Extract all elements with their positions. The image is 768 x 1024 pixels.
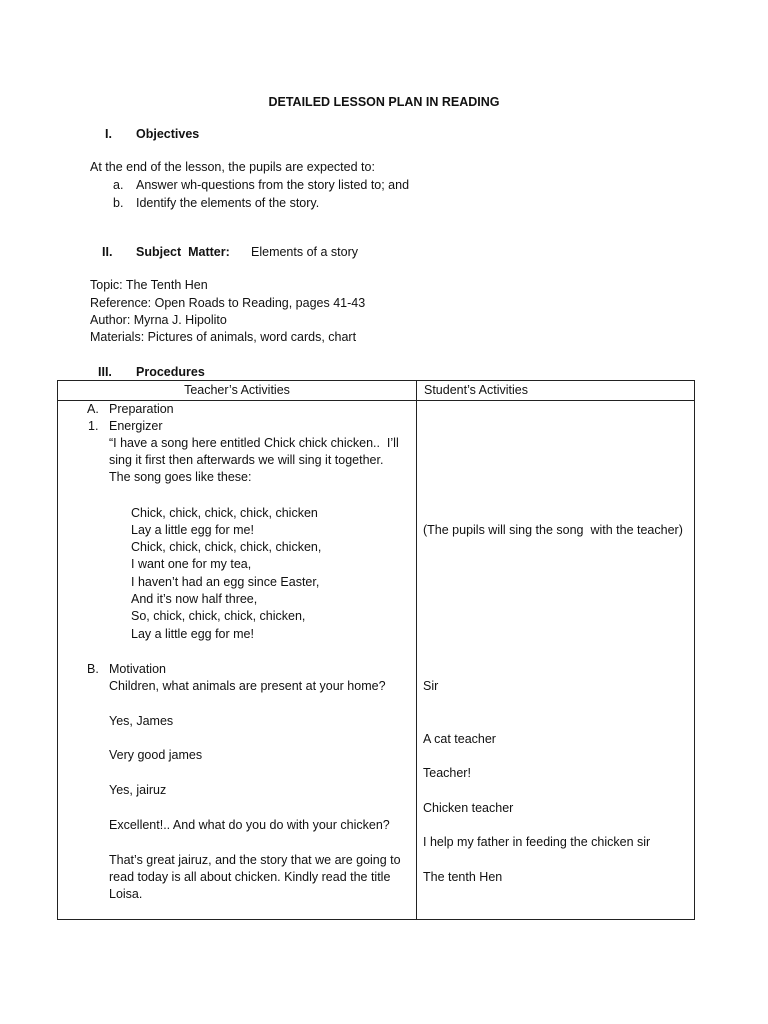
objectives-intro: At the end of the lesson, the pupils are expected to: [90, 160, 375, 174]
objectives-numeral: I. [105, 127, 112, 141]
objective-marker: b. [113, 196, 124, 210]
teacher-line: Yes, James [109, 714, 174, 728]
energizer-intro-line: “I have a song here entitled Chick chick chicken.. I’ll [109, 436, 399, 450]
subject-matter-numeral: II. [102, 245, 113, 259]
objective-item: Identify the elements of the story. [136, 196, 320, 210]
subject-matter-value: Elements of a story [251, 245, 358, 259]
teacher-line: read today is all about chicken. Kindly read the title [109, 870, 391, 884]
objective-item: Answer wh-questions from the story listed to; and [136, 178, 410, 192]
detail-reference: Reference: Open Roads to Reading, pages 41-43 [90, 296, 366, 310]
preparation-label: Preparation [109, 402, 174, 416]
song-line: Lay a little egg for me! [131, 523, 254, 537]
detail-author: Author: Myrna J. Hipolito [90, 313, 227, 327]
teacher-line: Excellent!.. And what do you do with your chicken? [109, 818, 390, 832]
step-marker: 1. [88, 419, 99, 433]
song-line: So, chick, chick, chick, chicken, [131, 609, 306, 623]
objectives-heading: Objectives [136, 127, 200, 141]
energizer-intro-line: The song goes like these: [109, 470, 252, 484]
teacher-line: Yes, jairuz [109, 783, 167, 797]
student-response: (The pupils will sing the song with the teacher) [423, 523, 683, 537]
energizer-intro-line: sing it first then afterwards we will sing it together. [109, 453, 384, 467]
procedures-heading: Procedures [136, 365, 205, 379]
student-activities-header: Student’s Activities [424, 383, 528, 397]
objective-marker: a. [113, 178, 124, 192]
teacher-line: Children, what animals are present at your home? [109, 679, 386, 693]
song-line: Lay a little egg for me! [131, 627, 254, 641]
procedures-table [57, 380, 695, 920]
song-line: Chick, chick, chick, chick, chicken [131, 506, 318, 520]
subject-matter-heading: Subject Matter: [136, 245, 230, 259]
teacher-line: Loisa. [109, 887, 143, 901]
student-line: Chicken teacher [423, 801, 514, 815]
student-line: Teacher! [423, 766, 471, 780]
motivation-label: Motivation [109, 662, 166, 676]
section-marker: A. [87, 402, 99, 416]
document-title: DETAILED LESSON PLAN IN READING [268, 95, 500, 109]
song-line: Chick, chick, chick, chick, chicken, [131, 540, 322, 554]
student-line: Sir [423, 679, 439, 693]
song-line: I haven’t had an egg since Easter, [131, 575, 320, 589]
student-line: The tenth Hen [423, 870, 503, 884]
detail-topic: Topic: The Tenth Hen [90, 278, 208, 292]
procedures-numeral: III. [98, 365, 112, 379]
song-line: And it’s now half three, [131, 592, 258, 606]
section-marker: B. [87, 662, 99, 676]
student-line: I help my father in feeding the chicken sir [423, 835, 651, 849]
teacher-line: Very good james [109, 748, 203, 762]
student-line: A cat teacher [423, 732, 496, 746]
teacher-activities-header: Teacher’s Activities [184, 383, 290, 397]
teacher-line: That’s great jairuz, and the story that we are going to [109, 853, 401, 867]
column-divider [416, 381, 417, 919]
song-line: I want one for my tea, [131, 557, 252, 571]
detail-materials: Materials: Pictures of animals, word cards, chart [90, 330, 357, 344]
table-header-row [58, 381, 694, 401]
energizer-label: Energizer [109, 419, 163, 433]
